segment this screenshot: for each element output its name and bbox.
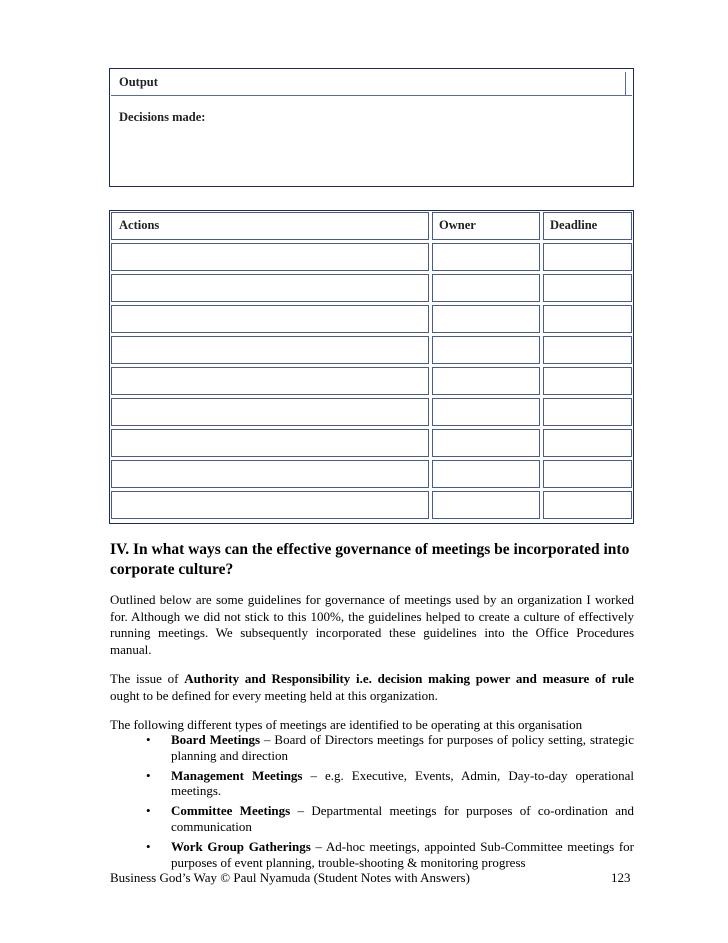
table-cell [543, 367, 632, 395]
bullet-icon: • [146, 803, 151, 819]
table-cell [432, 460, 540, 488]
table-cell [432, 491, 540, 519]
meeting-types-intro: The following different types of meetings are identified to be operating at this organisation [110, 717, 583, 732]
actions-column-header: Actions [119, 218, 160, 232]
authority-paragraph: The issue of Authority and Responsibility i.e. decision making power and measure of rule ought to be defined for every meeting held at this organization. [110, 671, 634, 703]
bullet-icon: • [146, 732, 151, 747]
page-number: 123 [611, 870, 631, 885]
authority-emphasis: Authority and Responsibility i.e. decision making power and measure of rule [184, 671, 634, 686]
list-item: • Work Group Gatherings – Ad-hoc meetings, appointed Sub-Committee meetings for purposes of event planning, trouble-shooting & monitoring progress [146, 838, 634, 870]
table-cell [111, 460, 429, 488]
owner-column-header: Owner [439, 218, 476, 232]
table-cell [432, 305, 540, 333]
table-cell [543, 243, 632, 271]
decisions-made-label: Decisions made: [119, 110, 206, 124]
list-item: • Committee Meetings – Departmental meetings for purposes of co-ordination and communication [146, 803, 635, 834]
table-cell [543, 274, 632, 302]
list-item: • Management Meetings – e.g. Executive, Events, Admin, Day-to-day operational meetings. [146, 767, 634, 799]
table-cell [543, 398, 632, 426]
output-header-edge [625, 72, 632, 96]
table-cell [543, 491, 632, 519]
table-cell [432, 398, 540, 426]
table-cell [111, 491, 429, 519]
table-cell [111, 336, 429, 364]
table-cell [543, 336, 632, 364]
list-item: • Board Meetings – Board of Directors meetings for purposes of policy setting, strategic planning and direction [146, 732, 634, 763]
table-cell [111, 367, 429, 395]
table-cell [432, 243, 540, 271]
section-title: IV. In what ways can the effective governance of meetings be incorporated into corporate culture? [110, 541, 630, 578]
bullet-icon: • [146, 838, 151, 854]
table-cell [111, 429, 429, 457]
table-cell [111, 243, 429, 271]
table-cell [111, 305, 429, 333]
table-cell [543, 460, 632, 488]
table-cell [111, 398, 429, 426]
table-cell [432, 367, 540, 395]
intro-paragraph: Outlined below are some guidelines for governance of meetings used by an organization I worked for. Although we did not stick to this 100%, the guidelines helped to create a culture of effectively running meetings. We subsequently incorporated these guidelines into the Office Procedures manual. [110, 592, 634, 657]
table-cell [543, 305, 632, 333]
table-cell [432, 336, 540, 364]
table-cell [543, 429, 632, 457]
table-cell [432, 429, 540, 457]
output-header-label: Output [119, 75, 158, 89]
footer-text: Business God’s Way © Paul Nyamuda (Student Notes with Answers) [110, 870, 470, 885]
table-cell [111, 274, 429, 302]
bullet-icon: • [146, 767, 151, 783]
output-header-row [111, 72, 632, 96]
meeting-types-list [146, 732, 634, 874]
table-cell [432, 274, 540, 302]
deadline-column-header: Deadline [550, 218, 598, 232]
